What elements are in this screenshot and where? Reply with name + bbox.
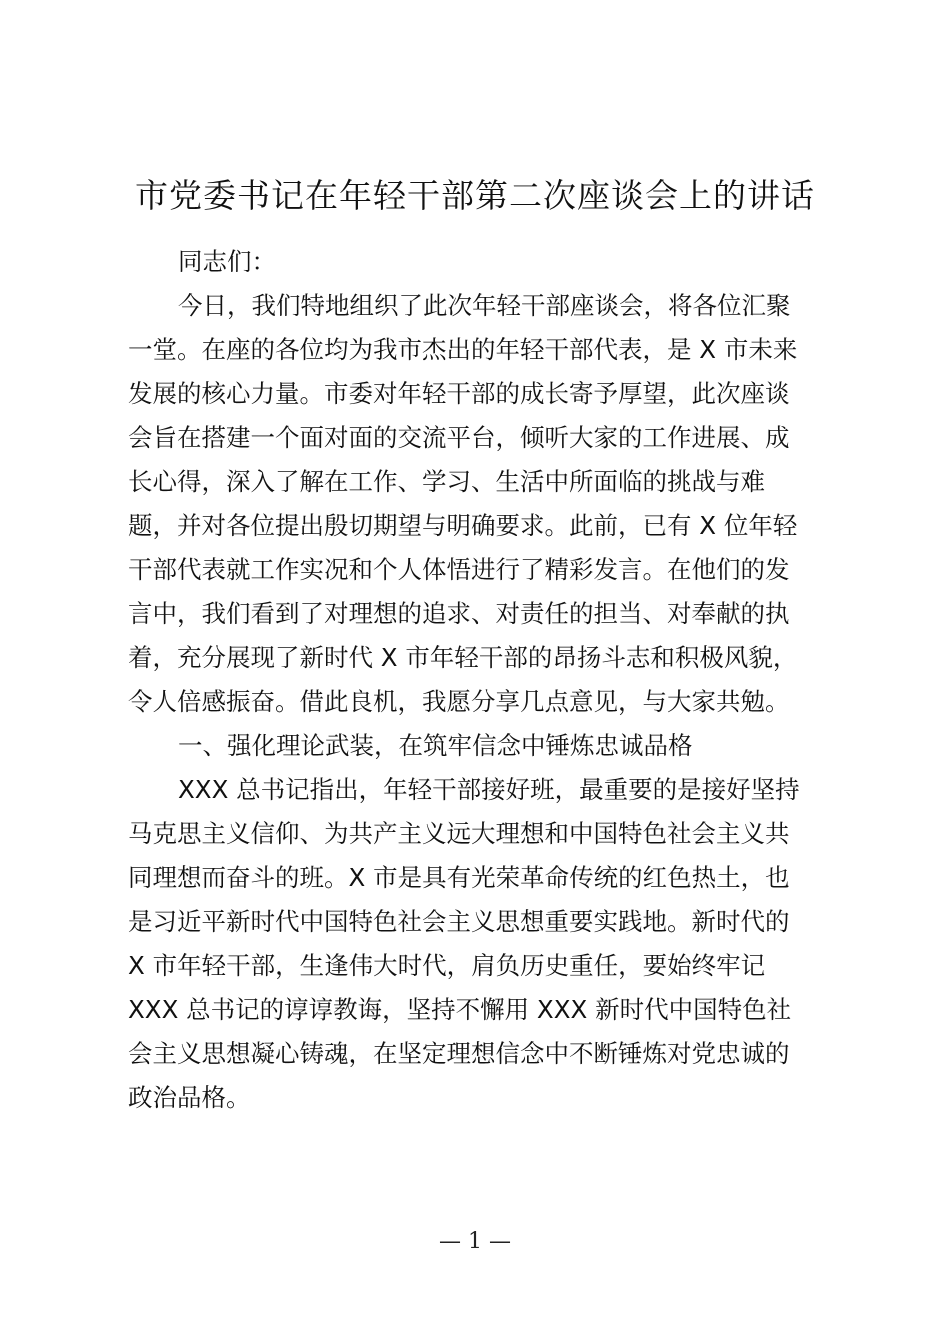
body-line: XXX 总书记的谆谆教诲，坚持不懈用 XXX 新时代中国特色社: [128, 995, 792, 1024]
body-line: 言中，我们看到了对理想的追求、对责任的担当、对奉献的执: [128, 599, 790, 628]
body-line: 马克思主义信仰、为共产主义远大理想和中国特色社会主义共: [128, 819, 790, 848]
body-line: 发展的核心力量。市委对年轻干部的成长寄予厚望，此次座谈: [128, 379, 790, 408]
body-line: 会主义思想凝心铸魂，在坚定理想信念中不断锤炼对党忠诚的: [128, 1039, 790, 1068]
section-heading: 一、强化理论武装，在筑牢信念中锤炼忠诚品格: [178, 731, 693, 760]
body-line: 政治品格。: [128, 1083, 251, 1112]
body-line: 同理想而奋斗的班。X 市是具有光荣革命传统的红色热土，也: [128, 863, 790, 892]
body-line: 一堂。在座的各位均为我市杰出的年轻干部代表，是 X 市未来: [128, 335, 798, 364]
body-line: 长心得，深入了解在工作、学习、生活中所面临的挑战与难: [128, 467, 765, 496]
body-line: 会旨在搭建一个面对面的交流平台，倾听大家的工作进展、成: [128, 423, 790, 452]
body-line: 题，并对各位提出殷切期望与明确要求。此前，已有 X 位年轻: [128, 511, 798, 540]
body-line: 令人倍感振奋。借此良机，我愿分享几点意见，与大家共勉。: [128, 687, 790, 716]
body-line: X 市年轻干部，生逢伟大时代，肩负历史重任，要始终牢记: [128, 951, 766, 980]
body-line: 是习近平新时代中国特色社会主义思想重要实践地。新时代的: [128, 907, 790, 936]
body-line: 今日，我们特地组织了此次年轻干部座谈会，将各位汇聚: [178, 291, 791, 320]
salutation: 同志们：: [178, 247, 276, 276]
page-number: — 1 —: [439, 1229, 511, 1254]
document-body: [128, 240, 828, 1120]
body-line: 着，充分展现了新时代 X 市年轻干部的昂扬斗志和积极风貌，: [128, 643, 798, 672]
body-line: XXX 总书记指出，年轻干部接好班，最重要的是接好坚持: [178, 775, 800, 804]
body-line: 干部代表就工作实况和个人体悟进行了精彩发言。在他们的发: [128, 555, 790, 584]
document-title: 市党委书记在年轻干部第二次座谈会上的讲话: [135, 176, 815, 215]
